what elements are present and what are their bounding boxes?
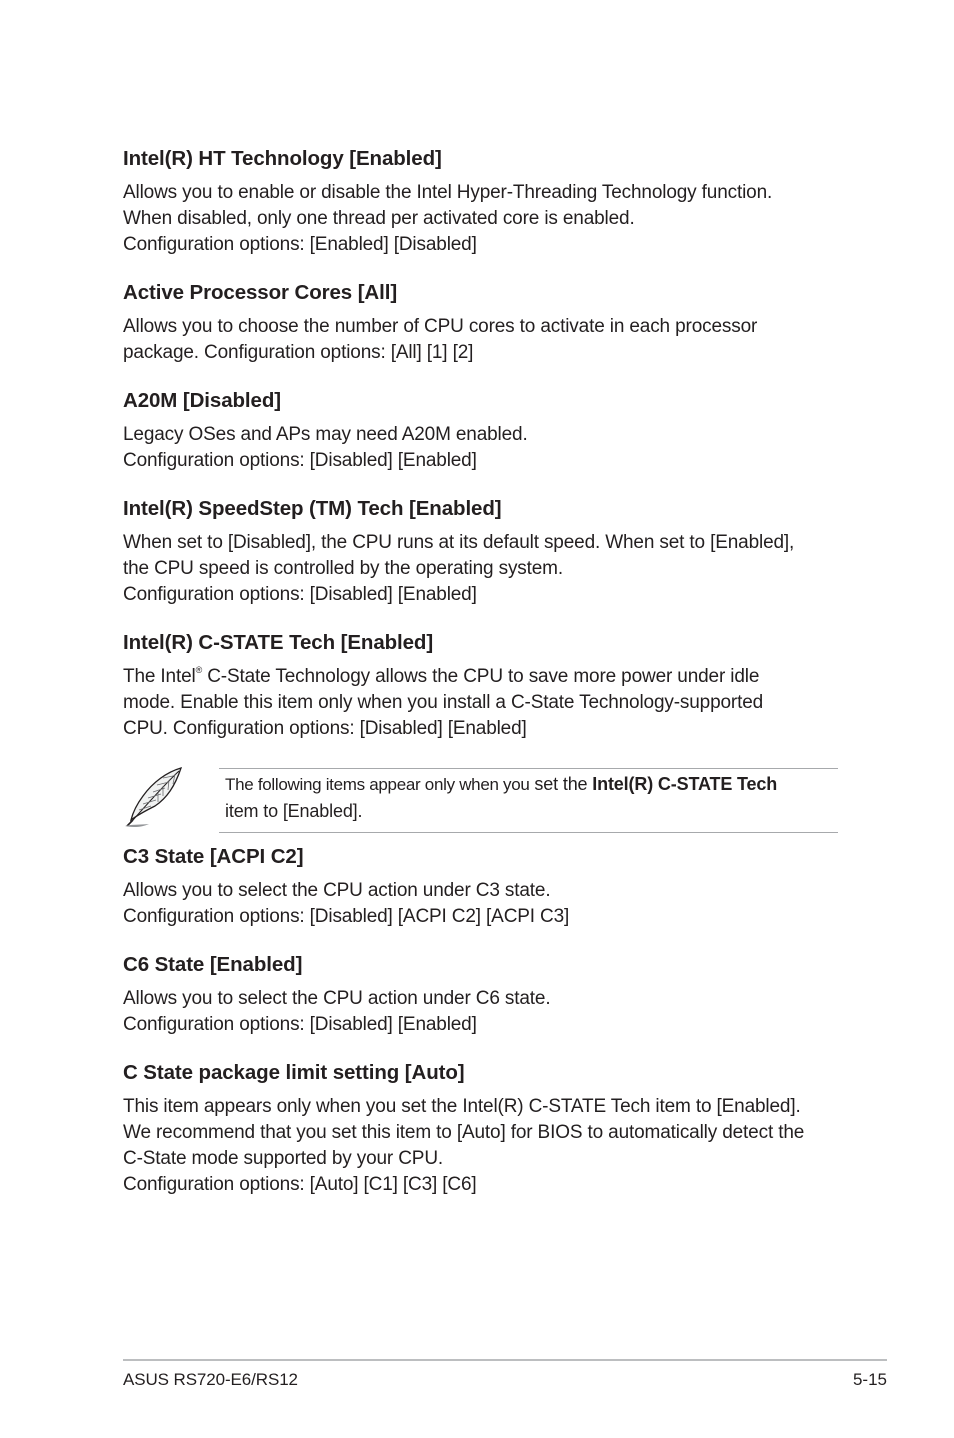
section-heading: Intel(R) C-STATE Tech [Enabled]	[123, 631, 434, 654]
section-c3-state	[123, 844, 843, 930]
section-heading: C3 State [ACPI C2]	[123, 845, 304, 868]
note-bold-term: Intel(R) C-STATE Tech	[592, 774, 778, 794]
body-line: Configuration options: [Disabled] [Enabled]	[123, 584, 477, 605]
footer-product-name: ASUS RS720-E6/RS12	[123, 1370, 298, 1389]
body-line: When set to [Disabled], the CPU runs at its default speed. When set to [Enabled],	[123, 532, 795, 553]
body-line: Allows you to select the CPU action under C3 state.	[123, 880, 551, 901]
section-heading: C State package limit setting [Auto]	[123, 1061, 465, 1084]
section-c-state-tech	[123, 630, 843, 742]
body-line: Legacy OSes and APs may need A20M enabled.	[123, 424, 528, 445]
footer-page-number: 5-15	[852, 1370, 887, 1389]
intro-text: C-State Technology allows the CPU to save more power under idle	[202, 666, 760, 687]
note-line: item to [Enabled].	[225, 801, 363, 821]
section-body	[123, 314, 843, 366]
section-ht-technology	[123, 146, 843, 258]
section-heading: Intel(R) HT Technology [Enabled]	[123, 147, 442, 170]
body-line: This item appears only when you set the Intel(R) C-STATE Tech item to [Enabled].	[123, 1096, 801, 1117]
body-line: C-State mode supported by your CPU.	[123, 1148, 444, 1169]
body-line: package. Configuration options: [All] [1] [2]	[123, 342, 474, 363]
section-heading: Intel(R) SpeedStep (TM) Tech [Enabled]	[123, 497, 502, 520]
body-line: Configuration options: [Disabled] [ACPI C2] [ACPI C3]	[123, 906, 570, 927]
footer-rule	[123, 1359, 887, 1361]
body-line: mode. Enable this item only when you install a C-State Technology-supported	[123, 692, 764, 713]
note-line	[225, 771, 835, 798]
body-line: CPU. Configuration options: [Disabled] [Enabled]	[123, 718, 527, 739]
note-rule-top	[219, 768, 838, 769]
note-box	[123, 766, 838, 834]
section-body	[123, 986, 843, 1038]
feather-pen-icon	[123, 766, 187, 828]
body-line: We recommend that you set this item to [Auto] for BIOS to automatically detect the	[123, 1122, 805, 1143]
section-body	[123, 664, 843, 742]
section-a20m	[123, 388, 843, 474]
body-line: Allows you to choose the number of CPU cores to activate in each processor	[123, 316, 758, 337]
intro-text: The Intel	[123, 666, 196, 687]
section-c6-state	[123, 952, 843, 1038]
section-body	[123, 180, 843, 258]
body-line: Allows you to select the CPU action under C6 state.	[123, 988, 551, 1009]
note-rule-bottom	[219, 832, 838, 833]
body-line: Configuration options: [Disabled] [Enabled]	[123, 1014, 477, 1035]
section-c-state-package-limit	[123, 1060, 843, 1198]
registered-mark: ®	[195, 665, 203, 675]
body-line	[123, 664, 843, 690]
section-speedstep	[123, 496, 843, 608]
body-line: When disabled, only one thread per activated core is enabled.	[123, 208, 635, 229]
section-active-processor-cores	[123, 280, 843, 366]
note-text-part: set the	[529, 774, 593, 794]
note-text	[225, 771, 835, 824]
section-heading: Active Processor Cores [All]	[123, 281, 398, 304]
body-line: Configuration options: [Enabled] [Disabled]	[123, 234, 477, 255]
section-body	[123, 878, 843, 930]
section-body	[123, 530, 843, 608]
section-heading: C6 State [Enabled]	[123, 953, 303, 976]
body-line: Allows you to enable or disable the Intel Hyper-Threading Technology function.	[123, 182, 773, 203]
section-body	[123, 1094, 843, 1198]
note-text-part: The following items appear only when you	[225, 775, 530, 794]
body-line: Configuration options: [Auto] [C1] [C3] [C6]	[123, 1174, 477, 1195]
section-body	[123, 422, 843, 474]
body-line: Configuration options: [Disabled] [Enabled]	[123, 450, 477, 471]
section-heading: A20M [Disabled]	[123, 389, 281, 412]
body-line: the CPU speed is controlled by the operating system.	[123, 558, 563, 579]
